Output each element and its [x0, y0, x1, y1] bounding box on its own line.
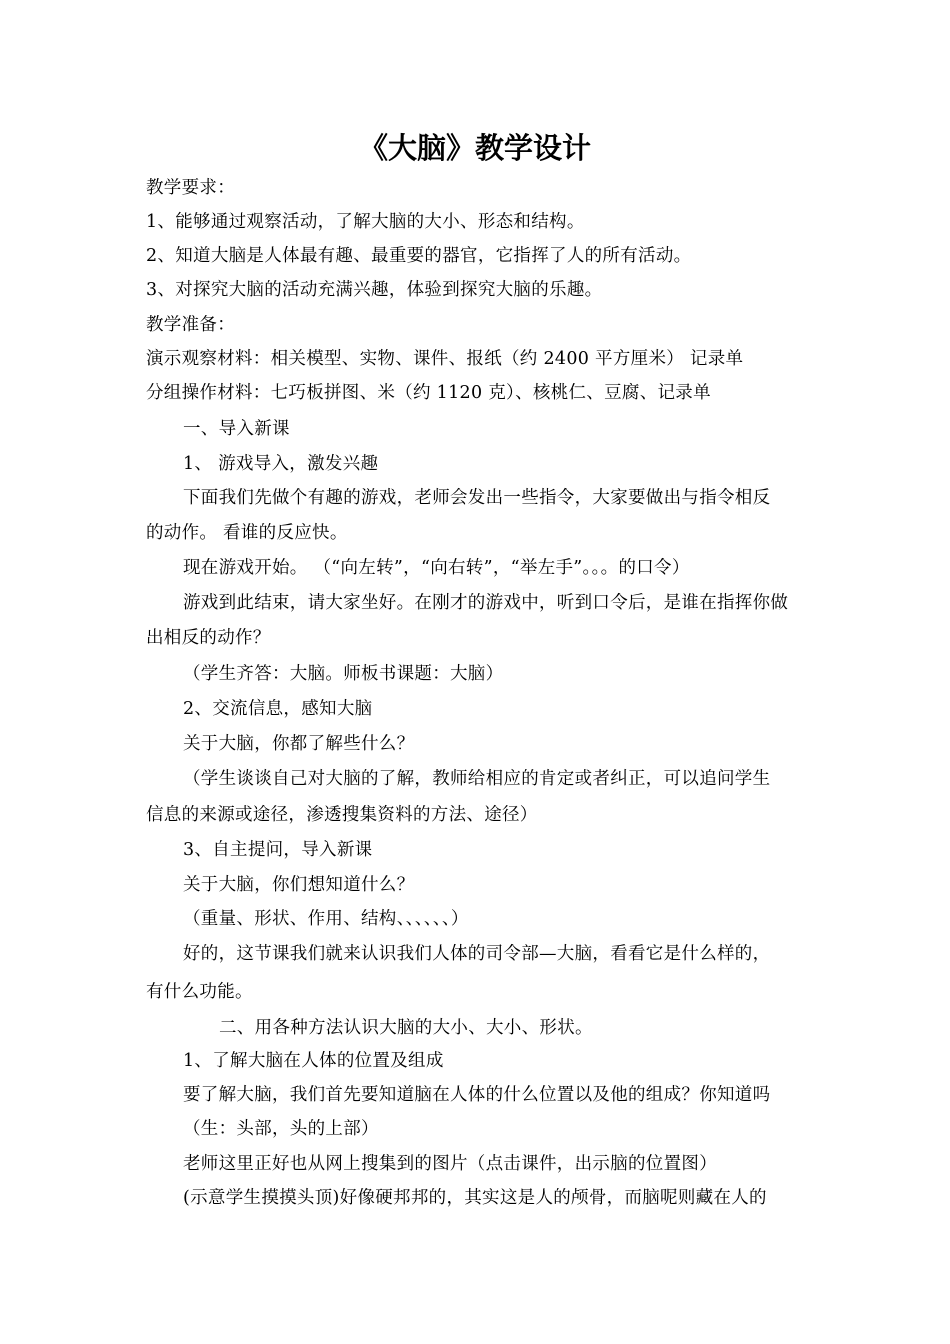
subsection-heading: 1、 游戏导入，激发兴趣 — [183, 454, 379, 474]
document-title: 《大脑》教学设计 — [358, 131, 591, 165]
paragraph-line: （生：头部，头的上部） — [183, 1119, 379, 1139]
paragraph-line: 1、能够通过观察活动，了解大脑的大小、形态和结构。 — [146, 212, 585, 232]
paragraph-line: 信息的来源或途径，渗透搜集资料的方法、途径） — [146, 805, 538, 825]
paragraph-line: 好的，这节课我们就来认识我们人体的司令部—大脑，看看它是什么样的， — [183, 944, 771, 964]
paragraph-line: 现在游戏开始。 （“向左转”，“向右转”，“举左手”。。。的口令） — [183, 558, 690, 578]
paragraph-line: 3、对探究大脑的活动充满兴趣，体验到探究大脑的乐趣。 — [146, 280, 603, 300]
paragraph-line: (示意学生摸摸头顶)好像硬邦邦的，其实这是人的颅骨，而脑呢则藏在人的 — [183, 1188, 767, 1208]
subsection-heading: 1、了解大脑在人体的位置及组成 — [183, 1051, 444, 1071]
subsection-heading: 3、自主提问，导入新课 — [183, 840, 373, 860]
paragraph-line: 关于大脑，你都了解些什么？ — [183, 734, 415, 754]
section-heading: 一、导入新课 — [183, 419, 290, 439]
section-heading: 二、用各种方法认识大脑的大小、大小、形状。 — [219, 1018, 593, 1038]
paragraph-line: 的动作。 看谁的反应快。 — [146, 523, 348, 543]
paragraph-line: 教学要求： — [146, 178, 235, 198]
paragraph-line: （学生谈谈自己对大脑的了解，教师给相应的肯定或者纠正，可以追问学生 — [183, 769, 771, 789]
paragraph-line: （重量、形状、作用、结构、、、、、、） — [183, 909, 469, 929]
paragraph-line: 2、知道大脑是人体最有趣、最重要的器官，它指挥了人的所有活动。 — [146, 246, 692, 266]
paragraph-line: 老师这里正好也从网上搜集到的图片（点击课件，出示脑的位置图） — [183, 1154, 717, 1174]
paragraph-line: 下面我们先做个有趣的游戏，老师会发出一些指令，大家要做出与指令相反 — [183, 488, 771, 508]
paragraph-line: 出相反的动作？ — [146, 628, 271, 648]
paragraph-line: 教学准备： — [146, 315, 235, 335]
paragraph-line: 游戏到此结束，请大家坐好。在刚才的游戏中，听到口令后，是谁在指挥你做 — [183, 593, 789, 613]
subsection-heading: 2、交流信息，感知大脑 — [183, 699, 373, 719]
paragraph-line: 分组操作材料：七巧板拼图、米（约 1120 克）、核桃仁、豆腐、记录单 — [146, 383, 711, 403]
paragraph-line: 有什么功能。 — [146, 982, 253, 1002]
paragraph-line: 关于大脑，你们想知道什么？ — [183, 875, 415, 895]
paragraph-line: 要了解大脑，我们首先要知道脑在人体的什么位置以及他的组成？你知道吗 — [183, 1085, 771, 1105]
paragraph-line: 演示观察材料：相关模型、实物、课件、报纸（约 2400 平方厘米） 记录单 — [146, 349, 744, 369]
paragraph-line: （学生齐答：大脑。师板书课题：大脑） — [183, 664, 504, 684]
